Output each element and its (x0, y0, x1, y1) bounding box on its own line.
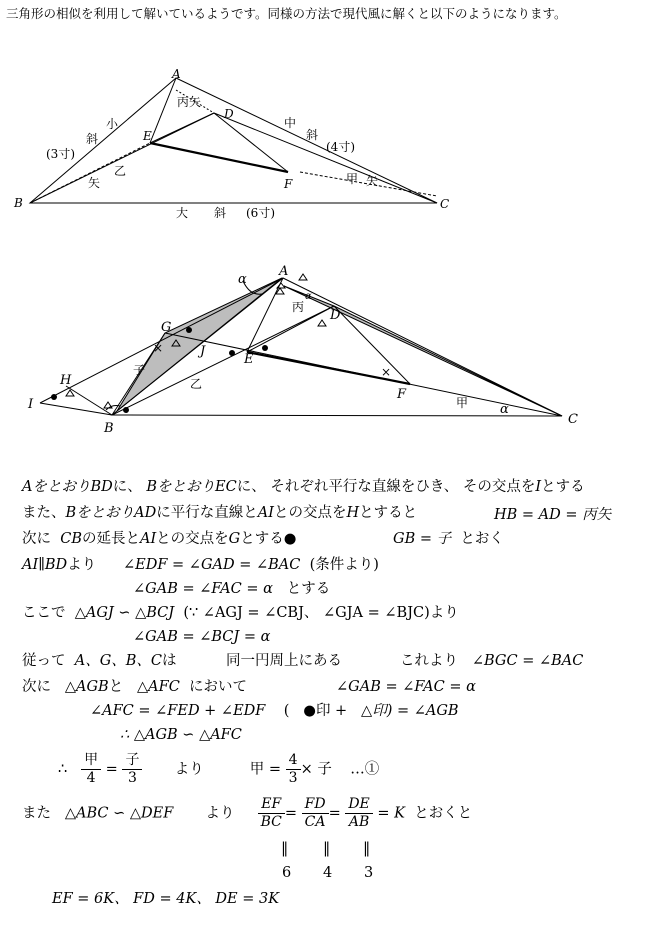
fig1-ya1: 矢 (88, 176, 101, 190)
fraction-de-ab: $\frac{DE}{AB}$ (345, 796, 372, 831)
parallel-mark-2: ‖ (323, 841, 331, 857)
fig2-label-h: H (60, 373, 72, 388)
fig2-hei: 丙 (292, 300, 305, 314)
text-line-3-gb: GB = 子 とおく (393, 531, 504, 547)
fig1-sho: 小 (106, 117, 119, 131)
text-line-10: ∠AFC = ∠FED + ∠EDF ( ●印 + △印) = ∠AGB (90, 703, 459, 719)
fig1-san-sun: (3寸) (46, 147, 75, 161)
fig2-ko: 甲 (456, 396, 469, 410)
figure-2 (0, 258, 649, 438)
line-hb (66, 386, 112, 415)
intro-text: 三角形の相似を利用して解いているようです。同様の方法で現代風に解くと以下のようになります。 (6, 6, 567, 21)
value-6: 6 (282, 865, 292, 881)
triangle-marker (104, 402, 112, 408)
fig2-alpha2: α (305, 291, 312, 302)
dot-marker (262, 345, 268, 351)
text-line-6: ここで △AGJ ∽ △BCJ (∵ ∠AGJ = ∠CBJ、 ∠GJA = ∠BJC)より (22, 605, 459, 621)
text-line-5: ∠GAB = ∠FAC = α とする (133, 581, 331, 597)
fig2-alpha3: α (500, 402, 509, 417)
fig1-chu: 中 (284, 116, 297, 130)
text-line-4: AI∥BDより (22, 557, 97, 573)
text-line-15: EF = 6K、 FD = 4K、 DE = 3K (52, 891, 280, 907)
text-line-8-then: これより ∠BGC = ∠BAC (400, 653, 584, 669)
fig1-sha2: 斜 (306, 128, 319, 142)
fig1-label-e: E (143, 129, 152, 143)
fig2-label-f: F (397, 387, 407, 402)
dot-marker (186, 327, 192, 333)
triangle-marker (66, 390, 74, 396)
text-line-9-eq: ∠GAB = ∠FAC = α (336, 679, 476, 695)
line-de (247, 306, 334, 352)
text-line-13: また △ABC ∽ △DEF より $\frac{EF}{BC}$ = $\frac{FD}{CA}$ = $\frac{DE}{AB}$ = K とおくと (22, 796, 473, 830)
fig1-label-d: D (224, 107, 234, 121)
fig1-ya2: 矢 (366, 174, 379, 188)
fig2-label-c: C (568, 412, 578, 427)
fig1-sha1: 斜 (86, 132, 99, 146)
text-line-2-eq: HB = AD = 丙矢 (494, 507, 612, 523)
fig2-label-i: I (28, 397, 34, 412)
segment-ef (150, 143, 288, 172)
text-line-4-eq: ∠EDF = ∠GAD = ∠BAC (条件より) (123, 557, 379, 573)
fig1-otsu: 乙 (114, 164, 127, 178)
fig2-ne: 子 (133, 363, 146, 377)
fig1-roku-sun: (6寸) (246, 206, 275, 220)
fig1-label-f: F (284, 177, 293, 191)
text-line-3: 次に CBの延長とAIとの交点をGとする● (22, 531, 297, 547)
value-3: 3 (364, 865, 374, 881)
text-line-9: 次に △AGBと △AFC において (22, 679, 248, 695)
fraction-ef-bc: $\frac{EF}{BC}$ (258, 796, 285, 831)
text-line-8-circle: 同一円周上にある (226, 653, 342, 669)
fig1-label-b: B (14, 196, 23, 210)
triangle-marker (299, 274, 307, 280)
fraction-ko-4: $\frac{\text{甲}}{4}$ (81, 752, 101, 787)
dot-marker (123, 407, 129, 413)
figure-1 (0, 0, 649, 230)
fig2-otsu: 乙 (190, 377, 203, 391)
fig2-label-a: A (279, 264, 289, 279)
fig1-label-a: A (172, 67, 181, 81)
fig1-sha3: 斜 (214, 206, 227, 220)
text-line-11: ∴ △AGB ∽ △AFC (120, 727, 242, 743)
fig1-yon-sun: (4寸) (326, 140, 355, 154)
fig1-ko: 甲 (346, 172, 359, 186)
fraction-fd-ca: $\frac{FD}{CA}$ (302, 796, 329, 831)
fig1-hei-ya: 丙矢 (177, 95, 202, 109)
fig2-label-d: D (330, 308, 341, 323)
fig2-cross2: × (381, 365, 392, 379)
fig2-label-b: B (104, 421, 114, 436)
fraction-ne-3: $\frac{\text{子}}{3}$ (122, 752, 142, 787)
fig2-label-g: G (161, 320, 172, 335)
dot-marker (229, 350, 235, 356)
text-line-1: AをとおりBDに、 BをとおりECに、 それぞれ平行な直線をひき、 その交点をIとする (22, 479, 585, 495)
fig2-cross1: × (153, 341, 164, 355)
fig1-label-c: C (440, 197, 450, 211)
shaded-adc (284, 286, 562, 416)
fig1-dai: 大 (176, 206, 189, 220)
text-line-8: 従って A、G、B、Cは (22, 653, 177, 669)
parallel-mark-1: ‖ (281, 841, 289, 857)
text-line-12: ∴ $\frac{\text{甲}}{4}$ = $\frac{\text{子}}{3}$ より 甲 = $\frac{4}{3}$ × 子 …① (58, 752, 380, 786)
fig2-alpha1: α (238, 272, 247, 287)
line-ib (40, 403, 112, 415)
fig2-label-e: E (244, 352, 254, 367)
dot-marker (51, 394, 57, 400)
triangle-marker (277, 283, 285, 288)
parallel-mark-3: ‖ (363, 841, 371, 857)
text-line-2: また、BをとおりADに平行な直線とAIとの交点をHとすると (22, 505, 418, 521)
triangle-marker (318, 320, 326, 326)
segment-cd (214, 113, 437, 203)
fig2-label-j: J (200, 344, 206, 359)
fraction-4-3: $\frac{4}{3}$ (286, 752, 301, 787)
value-4: 4 (323, 865, 333, 881)
text-line-7: ∠GAB = ∠BCJ = α (133, 629, 271, 645)
